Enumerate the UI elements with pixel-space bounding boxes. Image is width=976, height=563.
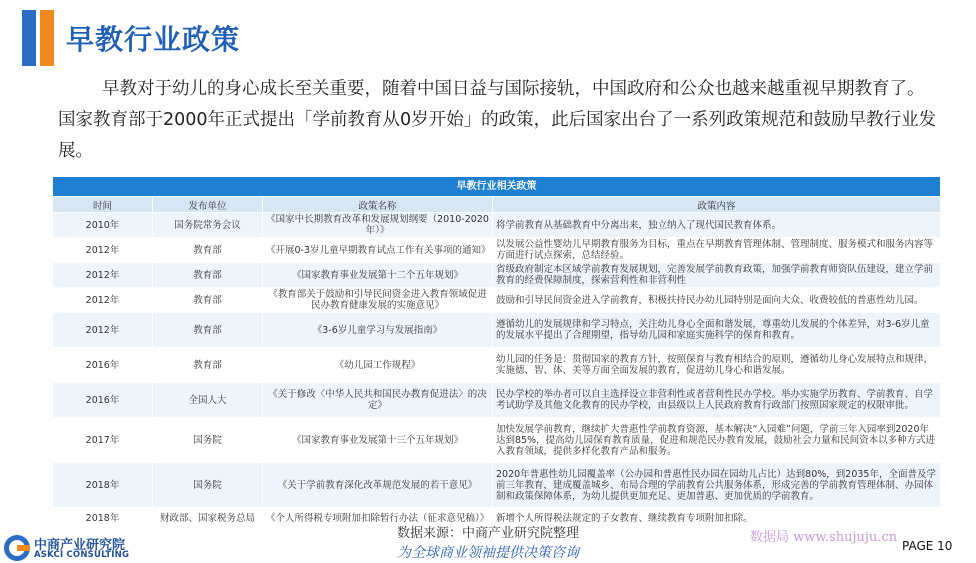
- logo-name-en: ASKCI CONSULTING: [34, 550, 130, 560]
- data-source-note: 数据来源：中商产业研究院整理: [396, 526, 579, 541]
- header-policy-name: 政策名称: [263, 197, 493, 213]
- cell-policy-content: 民办学校的举办者可以自主选择设立非营利性或者营利性民办学校。举办实施学历教育、学前教育、自学考试助学及其他文化教育的民办学校，由县级以上人民政府教育行政部门按照国家规定的权限审批。: [493, 383, 941, 418]
- cell-year: 2012年: [53, 313, 153, 348]
- cell-policy-content: 省级政府制定本区域学前教育发展规划，完善发展学前教育政策，加强学前教育师资队伍建设，建立学前教育的经费保障制度，探索营利性和非营利性: [493, 263, 941, 288]
- cell-policy-name: 《3-6岁儿童学习与发展指南》: [263, 313, 493, 348]
- cell-policy-content: 新增个人所得税法规定的子女教育、继续教育专项附加扣除。: [493, 508, 941, 530]
- cell-policy-name: 《教育部关于鼓励和引导民间资金进入教育领域促进民办教育健康发展的实施意见》: [263, 288, 493, 313]
- cell-issuer: 财政部、国家税务总局: [153, 508, 263, 530]
- cell-issuer: 教育部: [153, 288, 263, 313]
- askci-logo: [4, 533, 164, 563]
- header-year: 时间: [53, 197, 153, 213]
- cell-issuer: 国务院: [153, 418, 263, 463]
- cell-policy-name: 《国家教育事业发展第十二个五年规划》: [263, 263, 493, 288]
- cell-policy-content: 鼓励和引导民间资金进入学前教育，积极扶持民办幼儿园特别是面向大众、收费较低的普惠性幼儿园。: [493, 288, 941, 313]
- cell-policy-name: 《开展0-3岁儿童早期教育试点工作有关事项的通知》: [263, 238, 493, 263]
- slogan: 为全球商业领袖提供决策咨询: [397, 545, 579, 561]
- header-issuer: 发布单位: [153, 197, 263, 213]
- table-row: [53, 348, 941, 383]
- cell-year: 2017年: [53, 418, 153, 463]
- cell-year: 2018年: [53, 508, 153, 530]
- table-row: [53, 418, 941, 463]
- table-row: [53, 263, 941, 288]
- cell-policy-name: 《幼儿园工作规程》: [263, 348, 493, 383]
- table-row: [53, 313, 941, 348]
- cell-issuer: 国务院: [153, 463, 263, 508]
- cell-year: 2012年: [53, 288, 153, 313]
- cell-policy-content: 以发展公益性婴幼儿早期教育服务为目标，重点在早期教育管理体制、管理制度、服务模式和服务内容等方面进行试点探索，总结经验。: [493, 238, 941, 263]
- table-caption: 早教行业相关政策: [53, 177, 941, 197]
- intro-paragraph: 早教对于幼儿的身心成长至关重要，随着中国日益与国际接轨，中国政府和公众也越来越重视早期教育了。国家教育部于2000年正式提出「学前教育从0岁开始」的政策，此后国家出台了一系列政策规范和鼓励早教行业发展。: [58, 79, 937, 161]
- cell-policy-content: 遵循幼儿的发展规律和学习特点，关注幼儿身心全面和谐发展，尊重幼儿发展的个体差异，对3-6岁儿童的发展水平提出了合理期望，指导幼儿园和家庭实施科学的保育和教育。: [493, 313, 941, 348]
- table-row: [53, 213, 941, 238]
- cell-policy-name: 《个人所得税专项附加扣除暂行办法（征求意见稿）》: [263, 508, 493, 530]
- logo-name-cn: 中商产业研究院: [34, 538, 126, 553]
- policy-table-container: [52, 176, 940, 530]
- table-row: [53, 288, 941, 313]
- title-accent-bar: [0, 6, 56, 64]
- watermark: 数据局 www.shujuju.cn: [750, 530, 898, 545]
- policy-table: [52, 176, 941, 530]
- cell-year: 2018年: [53, 463, 153, 508]
- cell-issuer: 全国人大: [153, 383, 263, 418]
- cell-issuer: 教育部: [153, 313, 263, 348]
- table-row: [53, 463, 941, 508]
- cell-year: 2012年: [53, 263, 153, 288]
- page-title: 早教行业政策: [66, 23, 241, 56]
- cell-issuer: 教育部: [153, 263, 263, 288]
- cell-policy-name: 《国家中长期教育改革和发展规划纲要（2010-2020年）》: [263, 213, 493, 238]
- cell-issuer: 国务院常务会议: [153, 213, 263, 238]
- table-row: [53, 238, 941, 263]
- cell-policy-content: 加快发展学前教育，继续扩大普惠性学前教育资源，基本解决“入园难”问题，学前三年入园率到2020年达到85%，提高幼儿园保育教育质量，促进和规范民办教育发展，鼓励社会力量和民间资本以多种方式进入教育领域，提供多样化教育产品和服务。: [493, 418, 941, 463]
- header-policy-content: 政策内容: [493, 197, 941, 213]
- cell-year: 2016年: [53, 348, 153, 383]
- cell-issuer: 教育部: [153, 238, 263, 263]
- cell-policy-content: 2020年普惠性幼儿园覆盖率（公办园和普惠性民办园在园幼儿占比）达到80%，到2035年，全面普及学前三年教育，建成覆盖城乡、布局合理的学前教育公共服务体系，形成完善的学前教育管理体制、办园体制和政策保障体系，为幼儿提供更加充足、更加普惠、更加优质的学前教育。: [493, 463, 941, 508]
- cell-policy-content: 幼儿园的任务是：贯彻国家的教育方针，按照保育与教育相结合的原则，遵循幼儿身心发展特点和规律，实施德、智、体、美等方面全面发展的教育，促进幼儿身心和谐发展。: [493, 348, 941, 383]
- cell-policy-name: 《关于修改〈中华人民共和国民办教育促进法〉的决定》: [263, 383, 493, 418]
- cell-policy-content: 将学前教育从基础教育中分离出来，独立纳入了现代国民教育体系。: [493, 213, 941, 238]
- cell-year: 2016年: [53, 383, 153, 418]
- title-accent-blue: [22, 10, 36, 66]
- cell-policy-name: 《关于学前教育深化改革规范发展的若干意见》: [263, 463, 493, 508]
- cell-year: 2010年: [53, 213, 153, 238]
- title-accent-orange: [40, 10, 54, 66]
- logo-mark-icon: [4, 535, 30, 561]
- table-row: [53, 383, 941, 418]
- cell-policy-name: 《国家教育事业发展第十三个五年规划》: [263, 418, 493, 463]
- cell-issuer: 教育部: [153, 348, 263, 383]
- page-number: PAGE 10: [902, 539, 953, 553]
- cell-year: 2012年: [53, 238, 153, 263]
